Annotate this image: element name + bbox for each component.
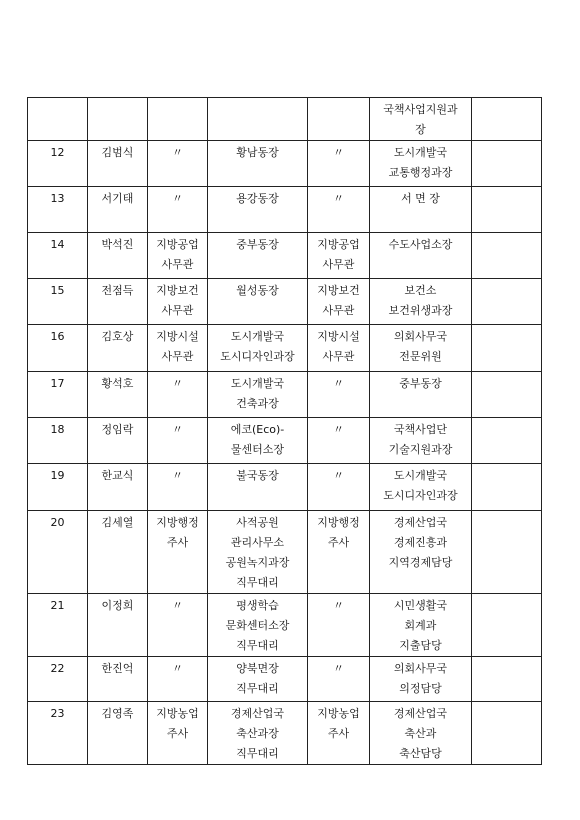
post-after: 도시개발국 교통행정과장 [370,141,472,187]
grade-after: 지방시설 사무관 [308,325,370,372]
row-number: 21 [28,594,88,657]
post-after: 경제산업국 축산과 축산담당 [370,702,472,765]
person-name: 황석호 [88,372,148,418]
grade-before: 지방보건 사무관 [148,279,208,325]
row-number: 18 [28,418,88,464]
post-after: 경제산업국 경제진흥과 지역경제담당 [370,511,472,594]
grade-before: 〃 [148,418,208,464]
post-before: 양북면장 직무대리 [208,657,308,702]
post-before: 황남동장 [208,141,308,187]
note-cell [472,141,542,187]
grade-after: 지방보건 사무관 [308,279,370,325]
grade-after: 〃 [308,141,370,187]
table-row [28,141,542,187]
grade-after: 〃 [308,594,370,657]
person-name: 서기태 [88,187,148,233]
note-cell [472,702,542,765]
post-after: 보건소 보건위생과장 [370,279,472,325]
post-after: 도시개발국 도시디자인과장 [370,464,472,511]
grade-before: 〃 [148,141,208,187]
post-before: 평생학습 문화센터소장 직무대리 [208,594,308,657]
row-number: 20 [28,511,88,594]
grade-after: 〃 [308,372,370,418]
note-cell [472,418,542,464]
grade-after: 〃 [308,187,370,233]
table-row [28,98,542,141]
person-name: 김호상 [88,325,148,372]
note-cell [472,98,542,141]
note-cell [472,372,542,418]
grade-after: 지방행정 주사 [308,511,370,594]
post-before: 경제산업국 축산과장 직무대리 [208,702,308,765]
person-name: 이정희 [88,594,148,657]
person-name: 김세열 [88,511,148,594]
post-before: 사적공원 관리사무소 공원녹지과장 직무대리 [208,511,308,594]
table-row [28,418,542,464]
grade-after: 〃 [308,657,370,702]
person-name: 한교식 [88,464,148,511]
row-number: 17 [28,372,88,418]
table-row [28,325,542,372]
post-before: 불국동장 [208,464,308,511]
table-row [28,464,542,511]
grade-after: 지방농업 주사 [308,702,370,765]
post-before: 도시개발국 도시디자인과장 [208,325,308,372]
post-after: 수도사업소장 [370,233,472,279]
post-after: 서 면 장 [370,187,472,233]
row-number [28,98,88,141]
table-row [28,702,542,765]
table-row [28,657,542,702]
post-before [208,98,308,141]
grade-before: 지방공업 사무관 [148,233,208,279]
table-row [28,511,542,594]
post-before: 에코(Eco)- 물센터소장 [208,418,308,464]
table-row [28,187,542,233]
row-number: 12 [28,141,88,187]
person-name: 김범식 [88,141,148,187]
post-after: 국책사업지원과 장 [370,98,472,141]
grade-before [148,98,208,141]
post-before: 도시개발국 건축과장 [208,372,308,418]
row-number: 22 [28,657,88,702]
post-before: 용강동장 [208,187,308,233]
note-cell [472,325,542,372]
post-after: 의회사무국 의정담당 [370,657,472,702]
note-cell [472,464,542,511]
post-after: 시민생활국 회계과 지출담당 [370,594,472,657]
note-cell [472,187,542,233]
row-number: 23 [28,702,88,765]
row-number: 19 [28,464,88,511]
person-name: 한진억 [88,657,148,702]
personnel-table [27,97,542,765]
grade-before: 〃 [148,594,208,657]
table-row [28,233,542,279]
grade-before: 지방행정 주사 [148,511,208,594]
row-number: 13 [28,187,88,233]
grade-after: 〃 [308,464,370,511]
person-name: 김영족 [88,702,148,765]
row-number: 16 [28,325,88,372]
note-cell [472,657,542,702]
row-number: 14 [28,233,88,279]
grade-before: 〃 [148,657,208,702]
grade-before: 〃 [148,187,208,233]
row-number: 15 [28,279,88,325]
grade-before: 〃 [148,372,208,418]
post-before: 월성동장 [208,279,308,325]
person-name: 정임락 [88,418,148,464]
personnel-table-body [28,98,542,765]
person-name [88,98,148,141]
post-before: 중부동장 [208,233,308,279]
person-name: 박석진 [88,233,148,279]
note-cell [472,511,542,594]
post-after: 중부동장 [370,372,472,418]
grade-before: 지방농업 주사 [148,702,208,765]
note-cell [472,233,542,279]
post-after: 의회사무국 전문위원 [370,325,472,372]
table-row [28,279,542,325]
grade-before: 〃 [148,464,208,511]
grade-after: 〃 [308,418,370,464]
note-cell [472,594,542,657]
grade-after: 지방공업 사무관 [308,233,370,279]
table-row [28,594,542,657]
grade-before: 지방시설 사무관 [148,325,208,372]
grade-after [308,98,370,141]
post-after: 국책사업단 기술지원과장 [370,418,472,464]
person-name: 전점득 [88,279,148,325]
note-cell [472,279,542,325]
table-row [28,372,542,418]
